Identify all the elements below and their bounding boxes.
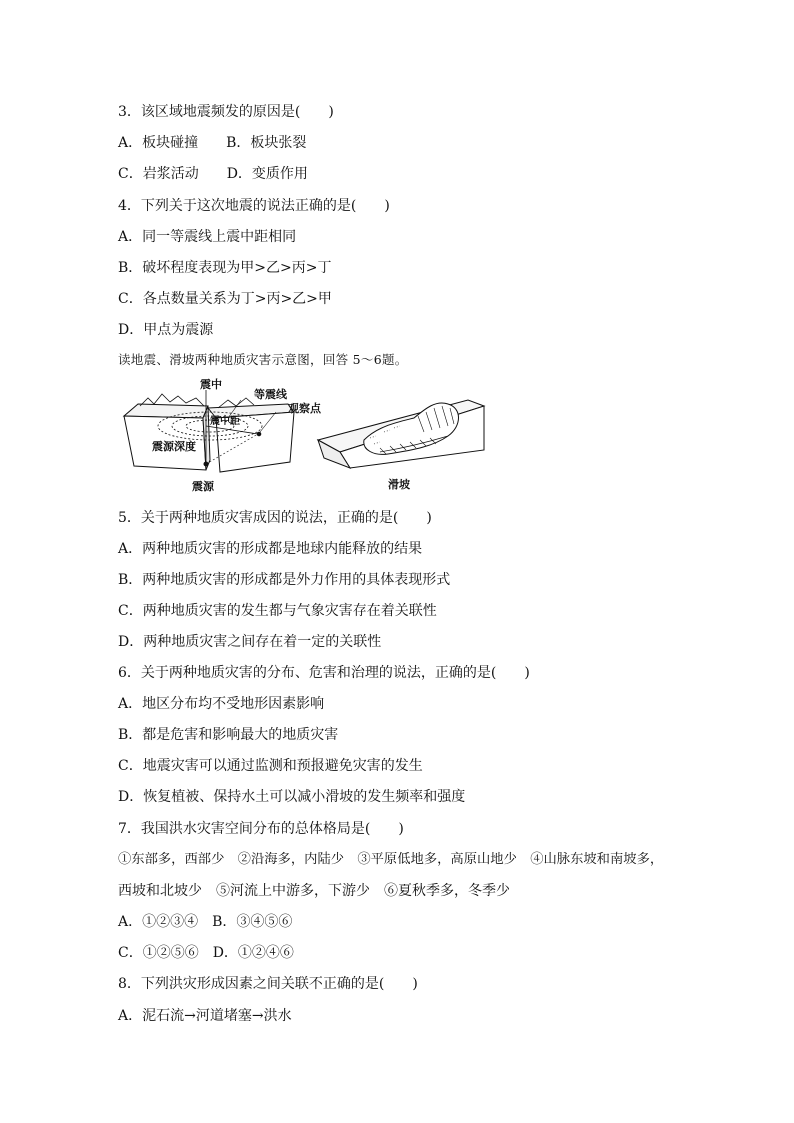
q6-option-c: C．地震灾害可以通过监测和预报避免灾害的发生 — [118, 758, 423, 774]
q7-options-ab: A．①②③④ B．③④⑤⑥ — [118, 914, 293, 930]
q8-stem: 8．下列洪灾形成因素之间关联不正确的是( ) — [118, 976, 418, 992]
q5-option-c: C．两种地质灾害的发生都与气象灾害存在着关联性 — [118, 603, 437, 619]
label-focal-depth: 震源深度 — [152, 440, 196, 453]
q6-option-b: B．都是危害和影响最大的地质灾害 — [118, 727, 339, 743]
q4-option-d: D．甲点为震源 — [118, 322, 214, 338]
q7-options-cd: C．①②⑤⑥ D．①②④⑥ — [118, 945, 294, 961]
q5-option-a: A．两种地质灾害的形成都是地球内能释放的结果 — [118, 541, 423, 557]
q5-option-b: B．两种地质灾害的形成都是外力作用的具体表现形式 — [118, 572, 451, 588]
label-observation-point: 观察点 — [288, 402, 321, 415]
landslide-block — [318, 400, 484, 468]
q6-option-d: D．恢复植被、保持水土可以减小滑坡的发生频率和强度 — [118, 789, 466, 805]
label-epicentral-distance: 震中距 — [210, 416, 240, 427]
q7-stem: 7．我国洪水灾害空间分布的总体格局是( ) — [118, 821, 404, 837]
q6-stem: 6．关于两种地质灾害的分布、危害和治理的说法，正确的是( ) — [118, 665, 530, 681]
earthquake-block — [124, 390, 294, 472]
q7-items-line2: 西坡和北坡少 ⑤河流上中游多，下游少 ⑥夏秋季多，冬季少 — [118, 883, 510, 899]
q4-option-a: A．同一等震线上震中距相同 — [118, 229, 297, 245]
q4-stem: 4．下列关于这次地震的说法正确的是( ) — [118, 198, 390, 214]
label-epicenter: 震中 — [200, 378, 222, 391]
q4-option-c: C．各点数量关系为丁>丙>乙>甲 — [118, 291, 332, 307]
q7-items-line1: ①东部多，西部少 ②沿海多，内陆少 ③平原低地多，高原山地少 ④山脉东坡和南坡多， — [118, 852, 664, 867]
label-landslide: 滑坡 — [388, 478, 410, 491]
q5-stem: 5．关于两种地质灾害成因的说法，正确的是( ) — [118, 510, 432, 526]
q8-option-a: A．泥石流→河道堵塞→洪水 — [118, 1008, 292, 1024]
figure-svg — [118, 378, 498, 496]
q3-options-cd: C．岩浆活动 D．变质作用 — [118, 166, 308, 182]
q5-option-d: D．两种地质灾害之间存在着一定的关联性 — [118, 634, 382, 650]
q6-option-a: A．地区分布均不受地形因素影响 — [118, 696, 325, 712]
label-isoseismal: 等震线 — [254, 388, 287, 401]
lead-in-text: 读地震、滑坡两种地质灾害示意图，回答 5～6题。 — [118, 352, 408, 367]
geologic-hazard-figure — [118, 378, 498, 496]
label-focus: 震源 — [192, 480, 214, 493]
q3-stem: 3．该区域地震频发的原因是( ) — [118, 104, 334, 120]
q4-option-b: B．破坏程度表现为甲>乙>丙>丁 — [118, 260, 332, 276]
q3-options-ab: A．板块碰撞 B．板块张裂 — [118, 135, 307, 151]
